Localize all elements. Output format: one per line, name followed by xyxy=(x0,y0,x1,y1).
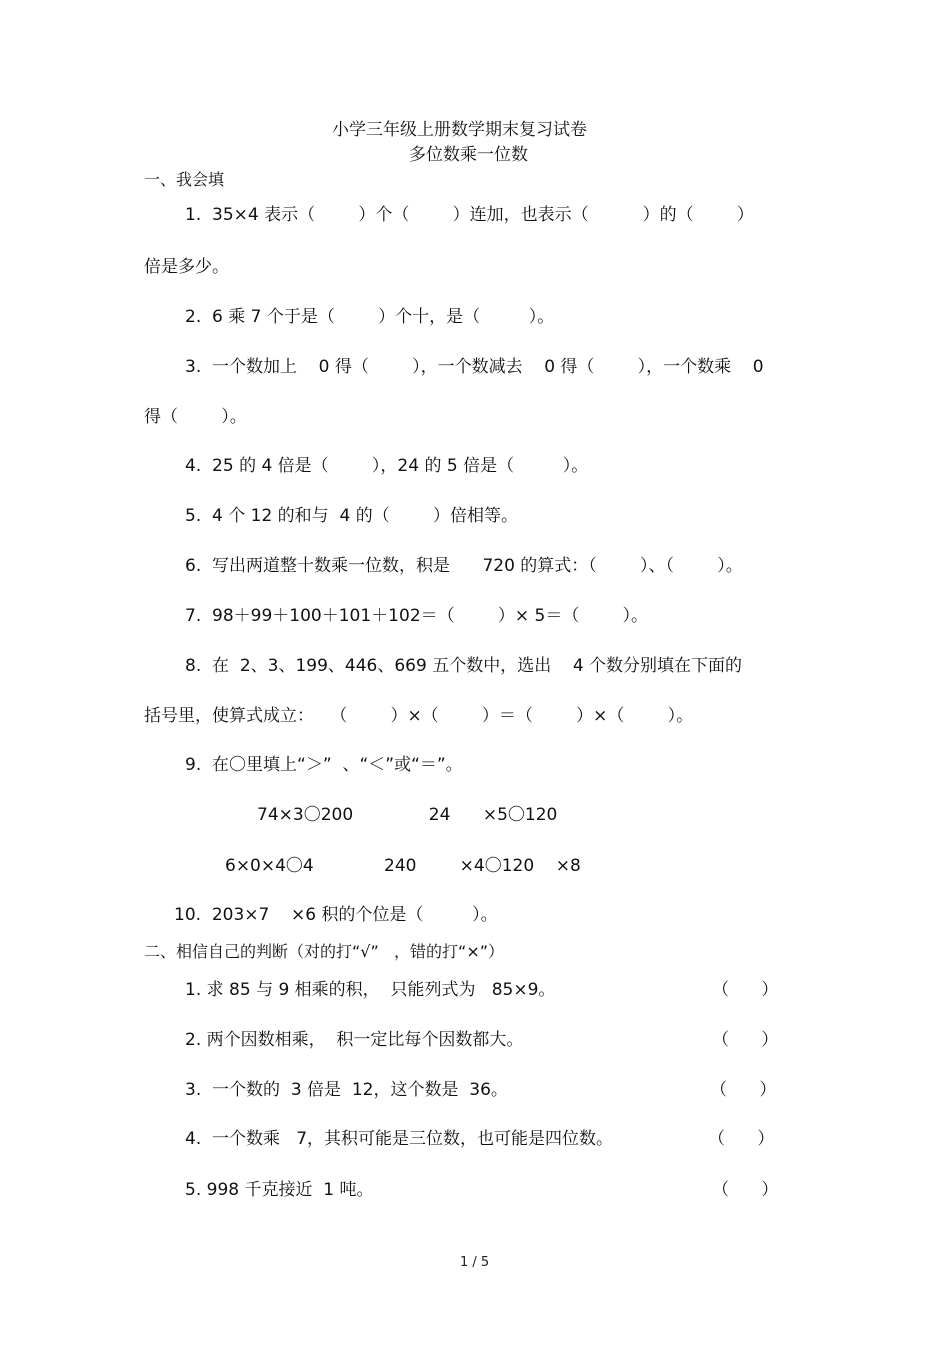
question-6: 6. 写出两道整十数乘一位数，积是 720 的算式：（ ）、（ ）。 xyxy=(185,556,743,576)
judge-item-1-answer: （ ） xyxy=(712,980,779,1000)
judge-item-2-text: 2. 两个因数相乘， 积一定比每个因数都大。 xyxy=(185,1030,524,1050)
judge-item-2-answer: （ ） xyxy=(712,1030,779,1050)
question-9-row-1: 74×3〇200 24 ×5〇120 xyxy=(257,805,558,825)
page-subtitle: 多位数乘一位数 xyxy=(409,145,528,165)
question-7: 7. 98＋99＋100＋101＋102＝（ ）× 5＝（ ）。 xyxy=(185,606,649,626)
judge-item-4-text: 4. 一个数乘 7，其积可能是三位数，也可能是四位数。 xyxy=(185,1129,614,1149)
question-4: 4. 25 的 4 倍是（ ），24 的 5 倍是（ ）。 xyxy=(185,456,589,476)
section-2-heading: 二、相信自己的判断（对的打“√” ，错的打“×”） xyxy=(144,942,505,961)
question-9: 9. 在〇里填上“＞” 、“＜”或“＝”。 xyxy=(185,755,463,775)
question-3-line-2: 得（ ）。 xyxy=(144,407,247,427)
question-1-line-1: 1. 35×4 表示（ ）个（ ）连加，也表示（ ）的（ ） xyxy=(185,205,754,225)
judge-item-3-answer: （ ） xyxy=(710,1080,777,1100)
judge-item-5-answer: （ ） xyxy=(712,1180,779,1200)
judge-item-4-answer: （ ） xyxy=(708,1129,775,1149)
section-1-heading: 一、我会填 xyxy=(144,170,225,189)
question-8-line-2: 括号里，使算式成立： （ ）×（ ）＝（ ）×（ ）。 xyxy=(144,706,694,726)
question-1-line-2: 倍是多少。 xyxy=(144,257,229,277)
question-8-line-1: 8. 在 2、3、199、446、669 五个数中，选出 4 个数分别填在下面的 xyxy=(185,656,743,676)
question-3-line-1: 3. 一个数加上 0 得（ ），一个数减去 0 得（ ），一个数乘 0 xyxy=(185,357,764,377)
question-9-row-2: 6×0×4〇4 240 ×4〇120 ×8 xyxy=(225,856,581,876)
judge-item-3-text: 3. 一个数的 3 倍是 12，这个数是 36。 xyxy=(185,1080,508,1100)
question-5: 5. 4 个 12 的和与 4 的（ ）倍相等。 xyxy=(185,506,518,526)
question-2: 2. 6 乘 7 个于是（ ）个十，是（ ）。 xyxy=(185,307,555,327)
page-title: 小学三年级上册数学期末复习试卷 xyxy=(332,120,587,140)
judge-item-5-text: 5. 998 千克接近 1 吨。 xyxy=(185,1180,374,1200)
judge-item-1-text: 1. 求 85 与 9 相乘的积， 只能列式为 85×9。 xyxy=(185,980,556,1000)
page-number: 1 / 5 xyxy=(460,1255,490,1270)
question-10: 10. 203×7 ×6 积的个位是（ ）。 xyxy=(174,905,498,925)
